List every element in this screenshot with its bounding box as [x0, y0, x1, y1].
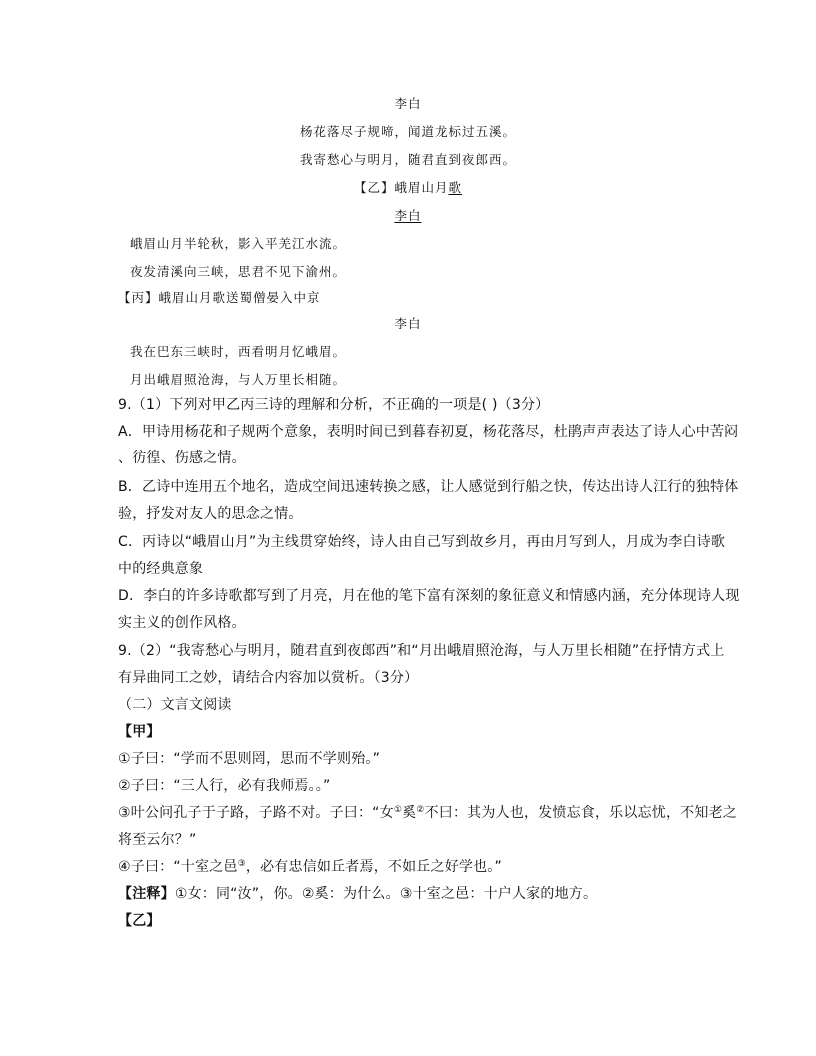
question-9-2-line-2: 有异曲同工之妙，请结合内容加以赏析。（3分） [118, 670, 419, 686]
analects-item-1: ①子曰：“学而不思则罔，思而不学则殆。” [118, 751, 381, 767]
item-3-part-c: 不曰：其为人也，发愤忘食，乐以忘忧，不知老之 [424, 805, 737, 821]
poem-bing-author: 李白 [394, 316, 422, 331]
poem-yi-title-text: 【乙】峨眉山月歌 [353, 180, 463, 195]
footnote-mark-3: ③ [237, 859, 246, 869]
item-4-part-b: ，必有忠信如丘者焉，不如丘之好学也。” [245, 859, 502, 875]
notes-label: 【注释】 [118, 886, 175, 902]
poem-bing-line-2: 月出峨眉照沧海，与人万里长相随。 [130, 372, 347, 387]
analects-item-2: ②子曰：“三人行，必有我师焉。。” [118, 778, 331, 794]
option-d-line-2: 实主义的创作风格。 [118, 615, 246, 631]
option-d-line-1: D．李白的许多诗歌都写到了月亮，月在他的笔下富有深刻的象征意义和情感内涵，充分体现诗人现 [118, 588, 740, 604]
section-heading: （二）文言文阅读 [118, 697, 232, 713]
poem-yi-line-2: 夜发清溪向三峡，思君不见下渝州。 [130, 264, 347, 279]
item-3-part-b: 奚 [402, 805, 417, 821]
poem-jia-author: 李白 [394, 96, 422, 111]
option-b-line-2: 验，抒发对友人的思念之情。 [118, 506, 303, 522]
notes-line [118, 885, 597, 903]
label-yi: 【乙】 [118, 913, 161, 929]
poem-yi-title [0, 180, 816, 196]
option-a-line-1: A．甲诗用杨花和子规两个意象，表明时间已到暮春初夏，杨花落尽，杜鹃声声表达了诗人心中苦闷 [118, 424, 739, 440]
poem-bing-line-1: 我在巴东三峡时，西看明月忆峨眉。 [130, 344, 347, 359]
poem-yi-author [0, 208, 816, 224]
poem-bing-title: 【丙】峨眉山月歌送蜀僧晏入中京 [118, 290, 321, 305]
option-a-line-2: 、彷徨、伤感之情。 [118, 450, 246, 466]
poem-jia-line-3: 杨花落尽子规啼，闻道龙标过五溪。 [299, 124, 516, 139]
poem-yi-title-underlined-char: 歌 [448, 180, 463, 195]
option-b-line-1: B．乙诗中连用五个地名，造成空间迅速转换之感，让人感觉到行船之快，传达出诗人江行的独特体 [118, 479, 739, 495]
item-4-part-a: ④子曰：“十室之邑 [118, 859, 238, 875]
footnote-mark-2: ② [416, 805, 425, 815]
notes-text: ①女：同“汝”，你。②奚：为什么。③十室之邑：十户人家的地方。 [174, 886, 598, 902]
option-c-line-1: C．丙诗以“峨眉山月”为主线贯穿始终，诗人由自己写到故乡月，再由月写到人，月成为李白诗歌 [118, 534, 726, 550]
question-9-2-line-1: 9.（2）“我寄愁心与明月，随君直到夜郎西”和“月出峨眉照沧海，与人万里长相随”在抒情方式上 [118, 643, 725, 659]
poem-jia-line-4: 我寄愁心与明月，随君直到夜郎西。 [299, 152, 516, 167]
poem-yi-line-1: 峨眉山月半轮秋，影入平羌江水流。 [130, 236, 347, 251]
question-9-1-stem: 9.（1）下列对甲乙丙三诗的理解和分析，不正确的一项是( )（3分） [118, 397, 550, 413]
analects-item-3 [118, 804, 737, 822]
label-jia: 【甲】 [118, 724, 161, 740]
option-c-line-2: 中的经典意象 [118, 561, 204, 577]
analects-item-3-line-2: 将至云尔？” [118, 832, 197, 848]
item-3-part-a: ③叶公问孔子于子路，子路不对。子曰：“女 [118, 805, 394, 821]
analects-item-4 [118, 858, 502, 876]
poem-yi-author-text: 李白 [394, 208, 422, 223]
footnote-mark-1: ① [393, 805, 403, 815]
